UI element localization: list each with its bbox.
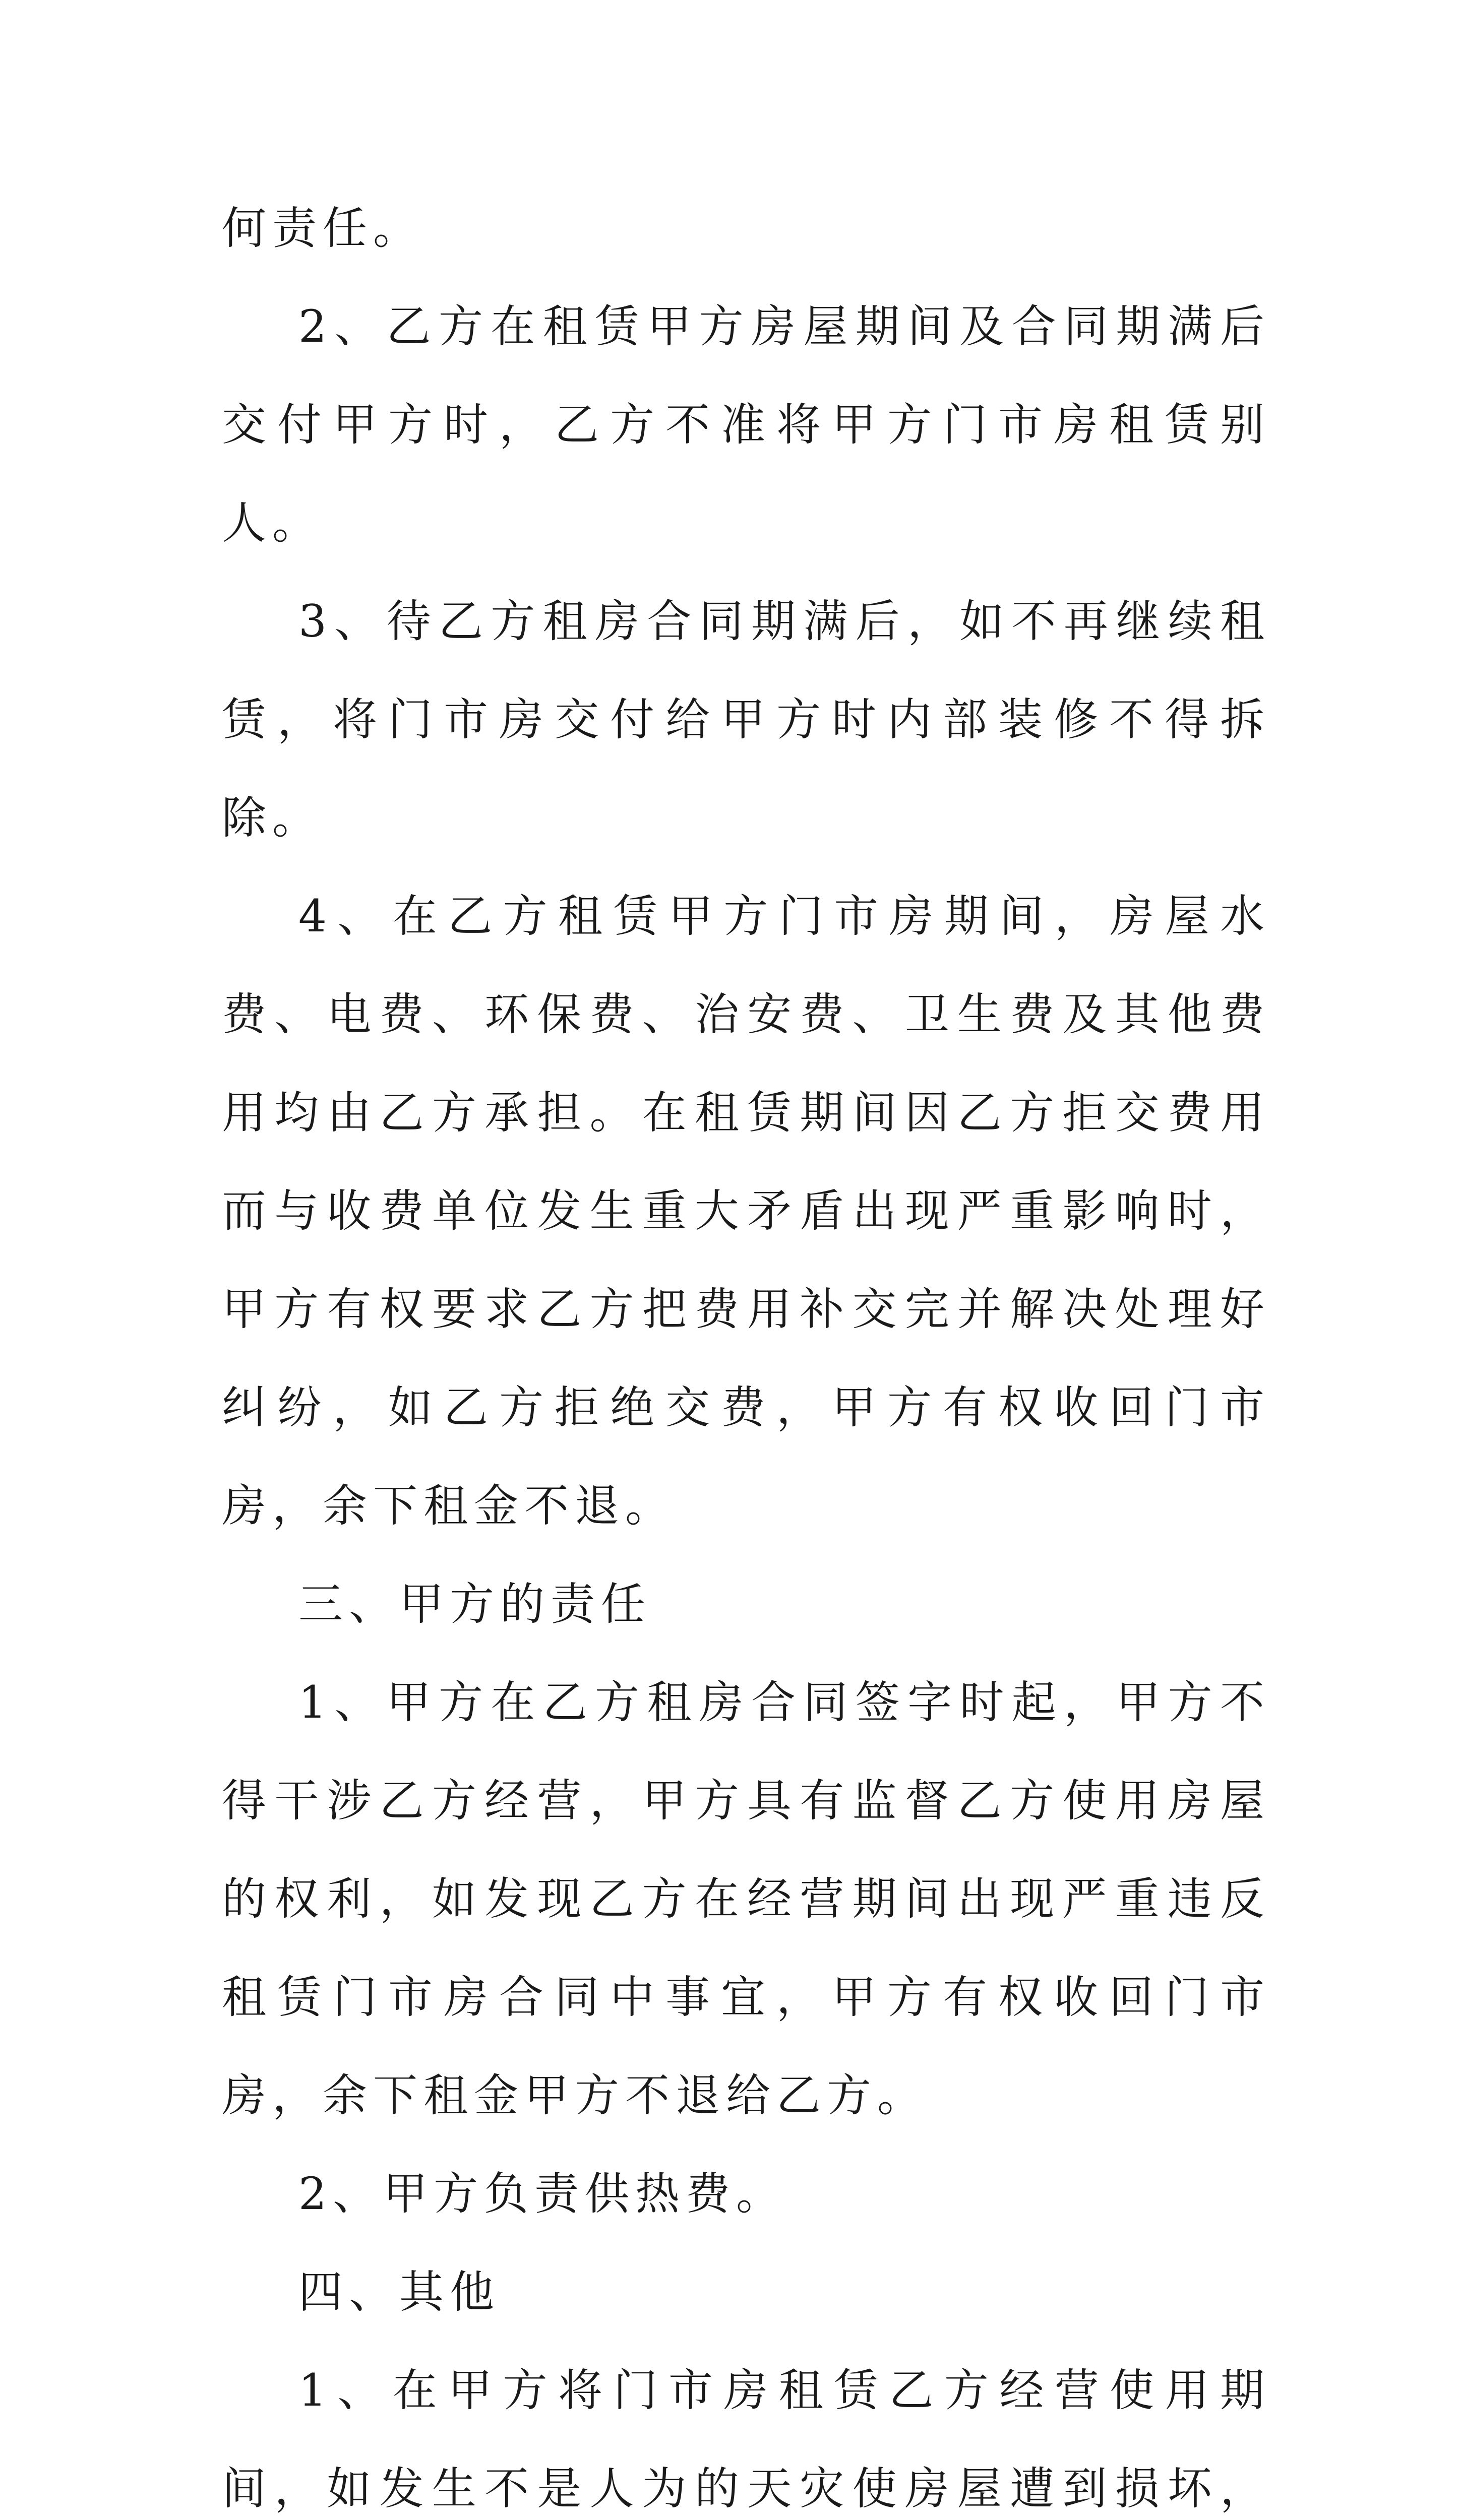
paragraph-clause-2-2: 2、乙方在租赁甲方房屋期间及合同期满后交付甲方时，乙方不准将甲方门市房租赁别人。 [222, 300, 1270, 549]
section-heading-party-a-duties: 三、甲方的责任 [298, 1578, 652, 1630]
paragraph-clause-4-1: 1、在甲方将门市房租赁乙方经营使用期间，如发生不是人为的天灾使房屋遭到损坏， [222, 2364, 1270, 2514]
paragraph-clause-2-3: 3、待乙方租房合同期满后，如不再继续租赁，将门市房交付给甲方时内部装修不得拆除。 [222, 595, 1270, 844]
paragraph-clause-2-4: 4、在乙方租赁甲方门市房期间，房屋水费、电费、环保费、治安费、卫生费及其他费用均由乙方承担。在租赁期间因乙方拒交费用而与收费单位发生重大矛盾出现严重影响时，甲方有权要求乙方把费用补交完并解决处理好纠纷，如乙方拒绝交费，甲方有权收回门市房，余下租金不退。 [222, 890, 1270, 1532]
section-heading-other: 四、其他 [298, 2266, 501, 2318]
paragraph-clause-3-1: 1、甲方在乙方租房合同签字时起，甲方不得干涉乙方经营，甲方具有监督乙方使用房屋的权利，如发现乙方在经营期间出现严重违反租赁门市房合同中事宜，甲方有权收回门市房，余下租金甲方不退给乙方。 [222, 1676, 1270, 2121]
contract-body [222, 179, 1270, 2520]
paragraph-continuation: 何责任。 [222, 202, 424, 254]
paragraph-clause-3-2: 2、甲方负责供热费。 [298, 2168, 786, 2220]
